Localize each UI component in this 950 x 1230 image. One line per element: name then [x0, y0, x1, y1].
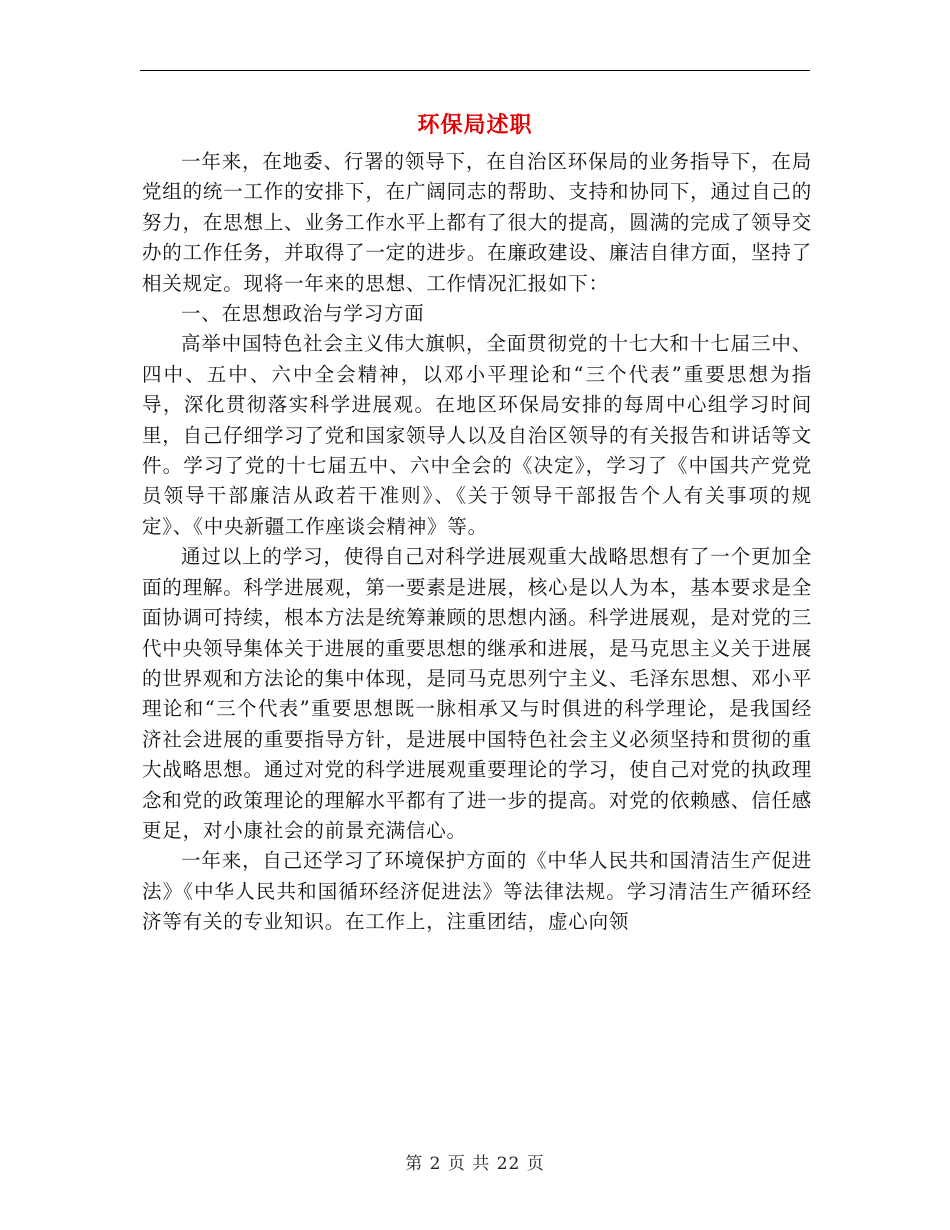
document-title: 环保局述职 — [417, 112, 533, 138]
paragraph-intro: 一年来，在地委、行署的领导下，在自治区环保局的业务指导下，在局党组的统一工作的安排下，在广阔同志的帮助、支持和协同下，通过自己的努力，在思想上、业务工作水平上都有了很大的提高，圆满的完成了领导交办的工作任务，并取得了一定的进步。在廉政建设、廉洁自律方面，坚持了相关规定。现将一年来的思想、工作情况汇报如下： — [142, 150, 812, 295]
paragraph-study: 高举中国特色社会主义伟大旗帜，全面贯彻党的十七大和十七届三中、四中、五中、六中全会精神，以邓小平理论和“三个代表”重要思想为指导，深化贯彻落实科学进展观。在地区环保局安排的每周中心组学习时间里，自己仔细学习了党和国家领导人以及自治区领导的有关报告和讲话等文件。学习了党的十七届五中、六中全会的《决定》，学习了《中国共产党党员领导干部廉洁从政若干准则》、《关于领导干部报告个人有关事项的规定》、《中央新疆工作座谈会精神》等。 — [142, 332, 812, 538]
header-rule — [140, 70, 810, 71]
paragraph-environment-law: 一年来，自己还学习了环境保护方面的《中华人民共和国清洁生产促进法》《中华人民共和国循环经济促进法》等法律法规。学习清洁生产循环经济等有关的专业知识。在工作上，注重团结，虚心向领 — [142, 849, 812, 934]
page-number: 第 2 页 共 22 页 — [405, 1154, 545, 1174]
section-heading-1: 一、在思想政治与学习方面 — [181, 302, 425, 326]
document-body — [142, 147, 812, 938]
paragraph-understanding: 通过以上的学习，使得自己对科学进展观重大战略思想有了一个更加全面的理解。科学进展观，第一要素是进展，核心是以人为本，基本要求是全面协调可持续，根本方法是统筹兼顾的思想内涵。科学进展观，是对党的三代中央领导集体关于进展的重要思想的继承和进展，是马克思主义关于进展的世界观和方法论的集中体现，是同马克思列宁主义、毛泽东思想、邓小平理论和“三个代表”重要思想既一脉相承又与时俱进的科学理论，是我国经济社会进展的重要指导方针，是进展中国特色社会主义必须坚持和贯彻的重大战略思想。通过对党的科学进展观重要理论的学习，使自己对党的执政理念和党的政策理论的理解水平都有了进一步的提高。对党的依赖感、信任感更足，对小康社会的前景充满信心。 — [142, 545, 812, 842]
